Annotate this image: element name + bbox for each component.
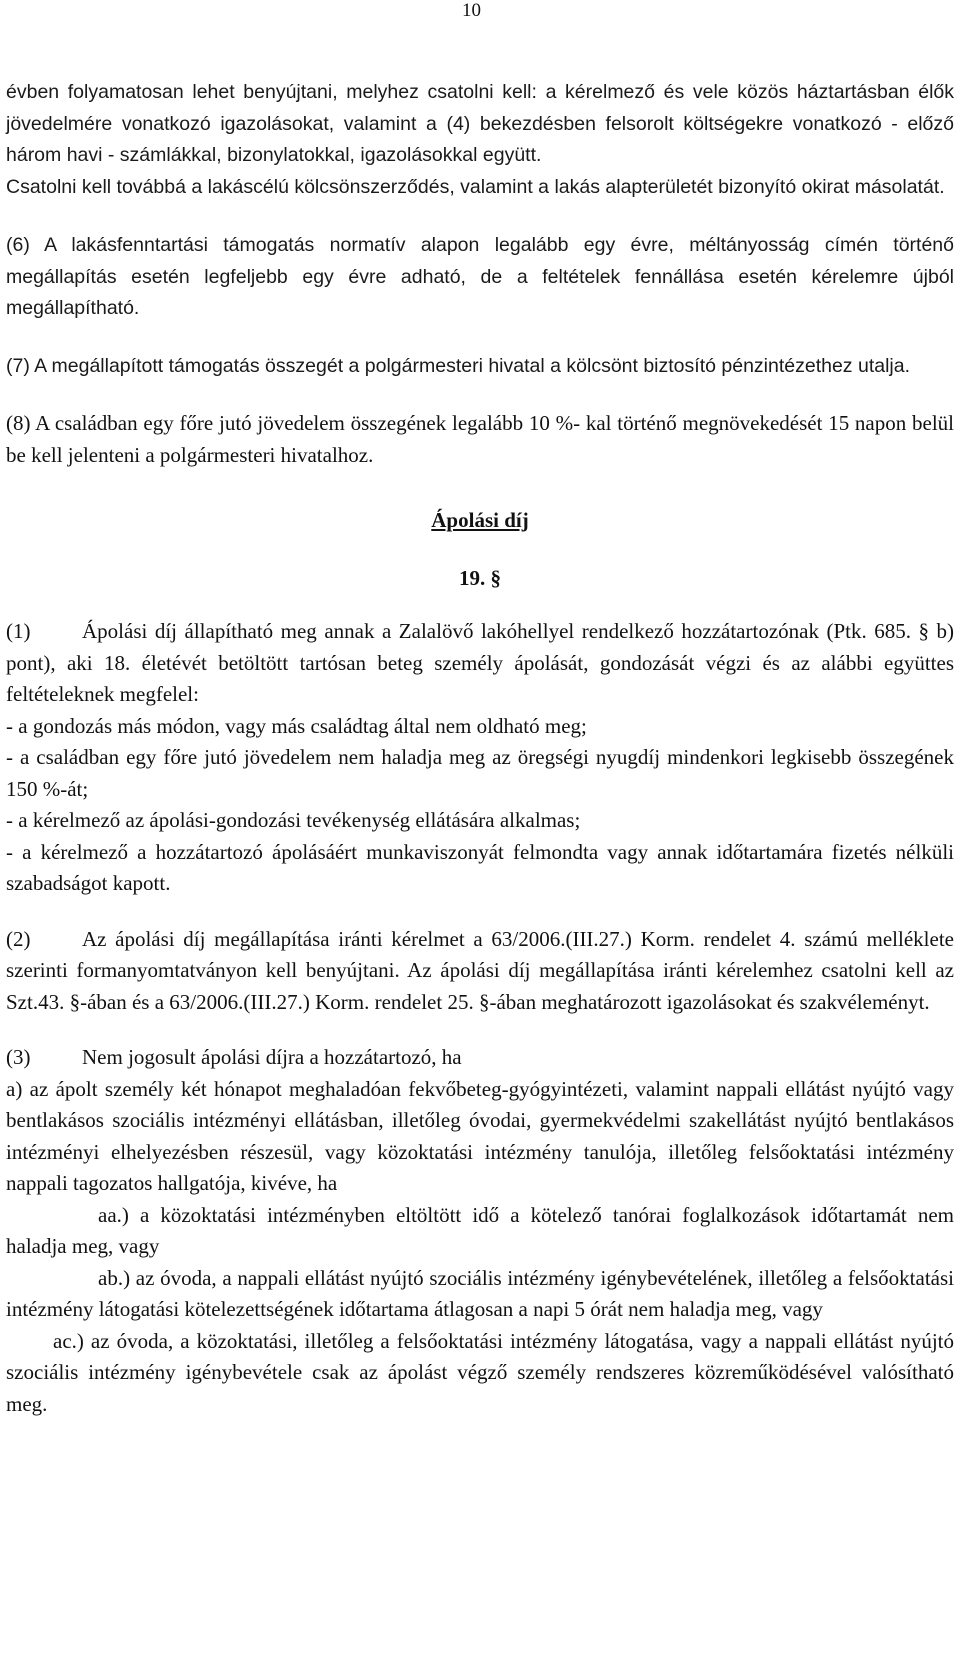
paragraph-1 [6, 616, 954, 900]
section-number: 19. § [459, 566, 501, 590]
intro-attachment-paragraph: Csatolni kell továbbá a lakáscélú kölcsönszerződés, valamint a lakás alapterületét bizonyító okirat másolatát. [6, 175, 945, 198]
paragraph-3-text: Nem jogosult ápolási díjra a hozzátartozó, ha [82, 1045, 462, 1069]
paragraph-1-number: (1) [6, 619, 31, 643]
paragraph-2-body [6, 924, 954, 1019]
paragraph-1-text: Ápolási díj állapítható meg annak a Zalalövő lakóhellyel rendelkező hozzátartozónak (Ptk. 685. § b) pont), aki 18. életévét betöltött tartósan beteg személy ápolását, gondozását végzi és az alábbi együttes feltételeknek megfelel: [6, 619, 954, 706]
condition-item: - a kérelmező a hozzátartozó ápolásáért munkaviszonyát felmondta vagy annak időtartamára fizetés nélküli szabadságot kapott. [6, 839, 954, 895]
paragraph-3-point-aa: aa.) a közoktatási intézményben eltöltött idő a kötelező tanórai foglalkozások időtartamát nem haladja meg, vagy [6, 1202, 954, 1258]
paragraph-3-point-ac: ac.) az óvoda, a közoktatási, illetőleg a felsőoktatási intézmény látogatása, vagy a nappali ellátást nyújtó szociális intézmény igénybevétele csak az ápolást végző személy rendszeres közreműködésével valósítható meg. [6, 1328, 954, 1416]
section-8-paragraph: (8) A családban egy főre jutó jövedelem összegének legalább 10 %- kal történő megnövekedését 15 napon belül be kell jelenteni a polgármesteri hivatalhoz. [6, 411, 954, 467]
condition-item: - a kérelmező az ápolási-gondozási tevékenység ellátására alkalmas; [6, 808, 581, 832]
page-number: 10 [462, 0, 481, 21]
paragraph-3-number: (3) [6, 1045, 31, 1069]
paragraph-3 [6, 1042, 954, 1420]
paragraph-1-intro [6, 616, 954, 711]
paragraph-3-intro [6, 1042, 954, 1074]
paragraph-2-text: Az ápolási díj megállapítása iránti kérelmet a 63/2006.(III.27.) Korm. rendelet 4. számú melléklete szerinti formanyomtatványon kell benyújtani. Az ápolási díj megállapítása iránti kérelemhez csatolni kell az Szt.43. §-ában és a 63/2006.(III.27.) Korm. rendelet 25. §-ában meghatározott igazolásokat és szakvéleményt. [6, 926, 954, 1014]
paragraph-3-point-a: a) az ápolt személy két hónapot meghaladóan fekvőbeteg-gyógyintézeti, valamint nappali ellátást nyújtó vagy bentlakásos szociális intézményi ellátásban, illetőleg óvodai, gyermekvédelmi szakellátást nyújtó bentlakásos intézményi elhelyezésben részesül, vagy közoktatási intézmény tanulója, illetőleg felsőoktatási intézmény nappali tagozatos hallgatója, kivéve, ha [6, 1076, 954, 1195]
condition-item: - a gondozás más módon, vagy más családtag által nem oldható meg; [6, 713, 587, 738]
paragraph-2 [6, 924, 954, 1019]
document-body [6, 77, 954, 1420]
paragraph-3-point-ab: ab.) az óvoda, a nappali ellátást nyújtó szociális intézmény igénybevételének, illetőleg a felsőoktatási intézmény látogatási kötelezettségének időtartama átlagosan a napi 5 órát nem haladja meg, vagy [6, 1265, 954, 1321]
paragraph-2-number: (2) [6, 926, 31, 951]
heading-title: Ápolási díj [431, 508, 529, 532]
condition-item: - a családban egy főre jutó jövedelem nem haladja meg az öregségi nyugdíj mindenkori legkisebb összegének 150 %-át; [6, 745, 954, 801]
section-7-paragraph: (7) A megállapított támogatás összegét a polgármesteri hivatal a kölcsönt biztosító pénzintézethez utalja. [6, 354, 911, 377]
intro-paragraph: évben folyamatosan lehet benyújtani, melyhez csatolni kell: a kérelmező és vele közös háztartásban élők jövedelmére vonatkozó igazolásokat, valamint a (4) bekezdésben felsorolt költségekre vonatkozó - előző három havi - számlákkal, bizonylatokkal, igazolásokkal együtt. [6, 81, 954, 166]
section-6-paragraph: (6) A lakásfenntartási támogatás normatív alapon legalább egy évre, méltányosság címén történő megállapítás esetén legfeljebb egy évre adható, de a feltételek fennállása esetén kérelemre újból megállapítható. [6, 234, 954, 319]
